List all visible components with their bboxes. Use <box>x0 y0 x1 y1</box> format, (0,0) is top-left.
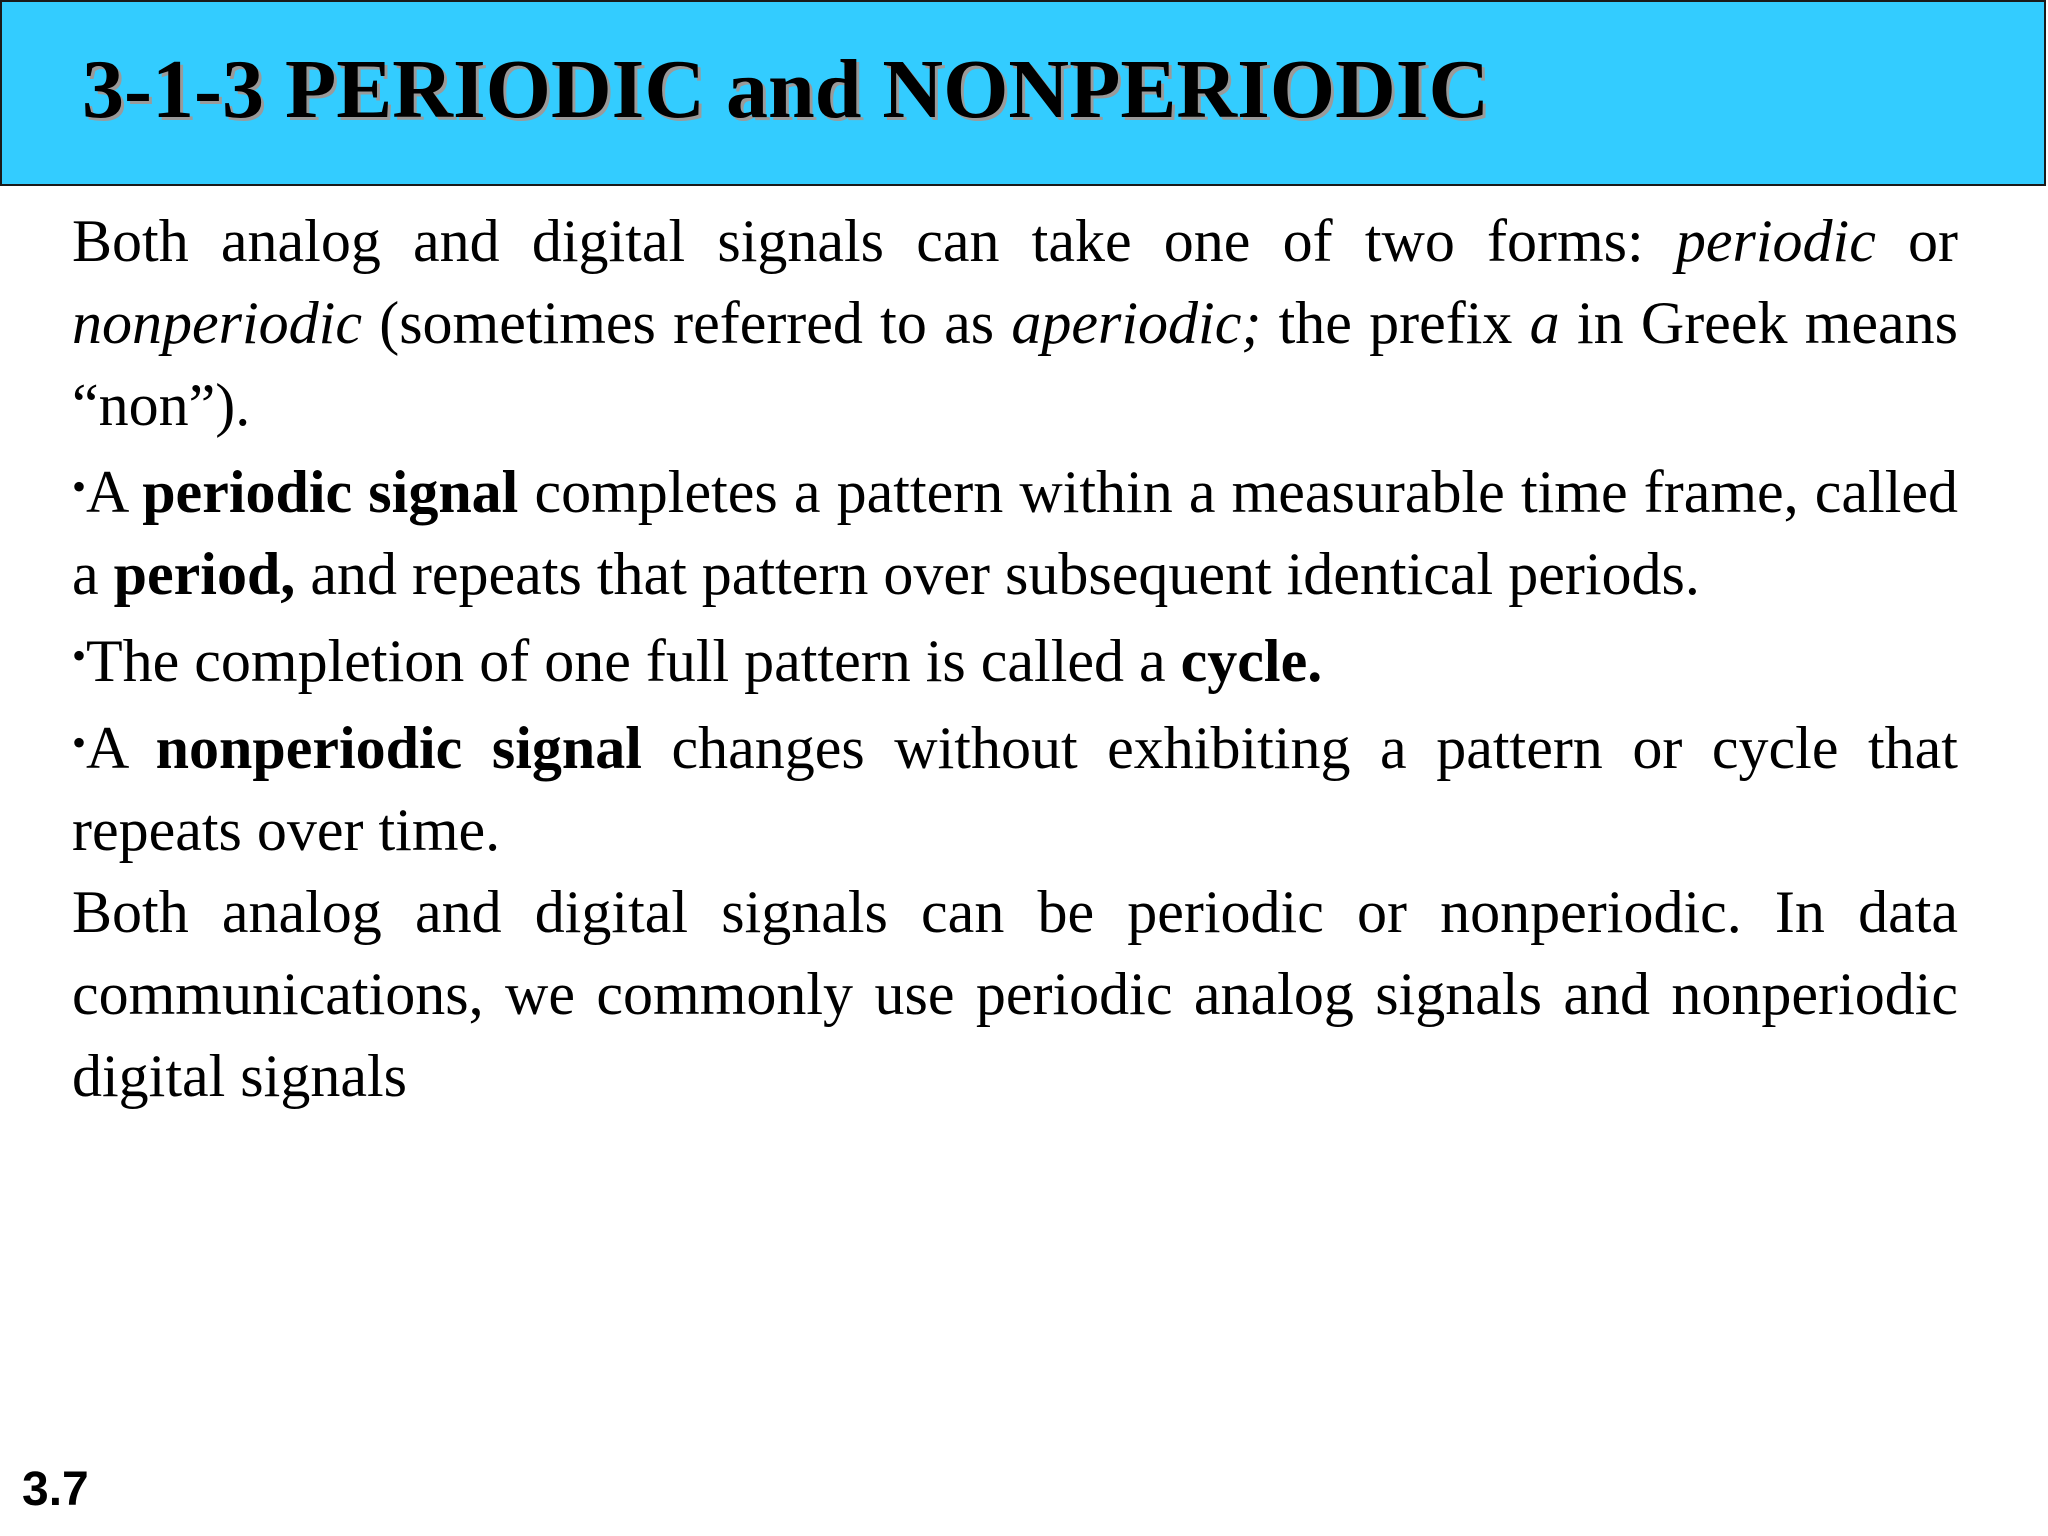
bullet3-text-2: changes without exhibiting a pattern or cycle that repeats over time. <box>72 715 1958 863</box>
term-nonperiodic-signal: nonperiodic signal <box>155 715 642 781</box>
term-aperiodic: aperiodic; <box>1011 290 1262 356</box>
bullet-dot: • <box>72 633 87 678</box>
term-cycle: cycle. <box>1180 628 1323 694</box>
bullet-periodic-signal <box>72 446 1958 615</box>
closing-paragraph <box>72 871 1958 1117</box>
term-periodic: periodic <box>1675 208 1876 274</box>
term-periodic-signal: periodic signal <box>142 459 519 525</box>
bullet2-text-1: The completion of one full pattern is called a <box>86 628 1181 694</box>
term-prefix-a: a <box>1529 290 1560 356</box>
term-nonperiodic: nonperiodic <box>72 290 362 356</box>
slide-title: 3-1-3 PERIODIC and NONPERIODIC <box>82 43 1490 136</box>
closing-text: Both analog and digital signals can be periodic or nonperiodic. In data communications, we commonly use periodic analog signals and nonperiodic digital signals <box>72 879 1958 1109</box>
bullet-cycle <box>72 615 1958 702</box>
slide-body <box>72 200 1958 1117</box>
bullet-dot: • <box>72 720 87 765</box>
intro-text-3: (sometimes referred to as <box>361 290 1012 356</box>
slide-number: 3.7 <box>22 1463 89 1516</box>
bullet1-text-3: and repeats that pattern over subsequent identical periods. <box>295 541 1700 607</box>
bullet-dot: • <box>72 464 87 509</box>
term-period: period, <box>113 541 296 607</box>
intro-text-1: Both analog and digital signals can take one of two forms: <box>72 208 1676 274</box>
bullet-nonperiodic-signal <box>72 702 1958 871</box>
intro-text-2: or <box>1875 208 1959 274</box>
bullet1-text-1: A <box>86 459 143 525</box>
title-bar <box>0 0 2046 186</box>
intro-paragraph <box>72 200 1958 446</box>
intro-text-4: the prefix <box>1261 290 1530 356</box>
bullet3-text-1: A <box>86 715 156 781</box>
bullet1-text-2: completes a pattern within a measurable time frame, called a <box>72 459 1958 607</box>
intro-text-5: in Greek means “non”). <box>72 290 1958 438</box>
